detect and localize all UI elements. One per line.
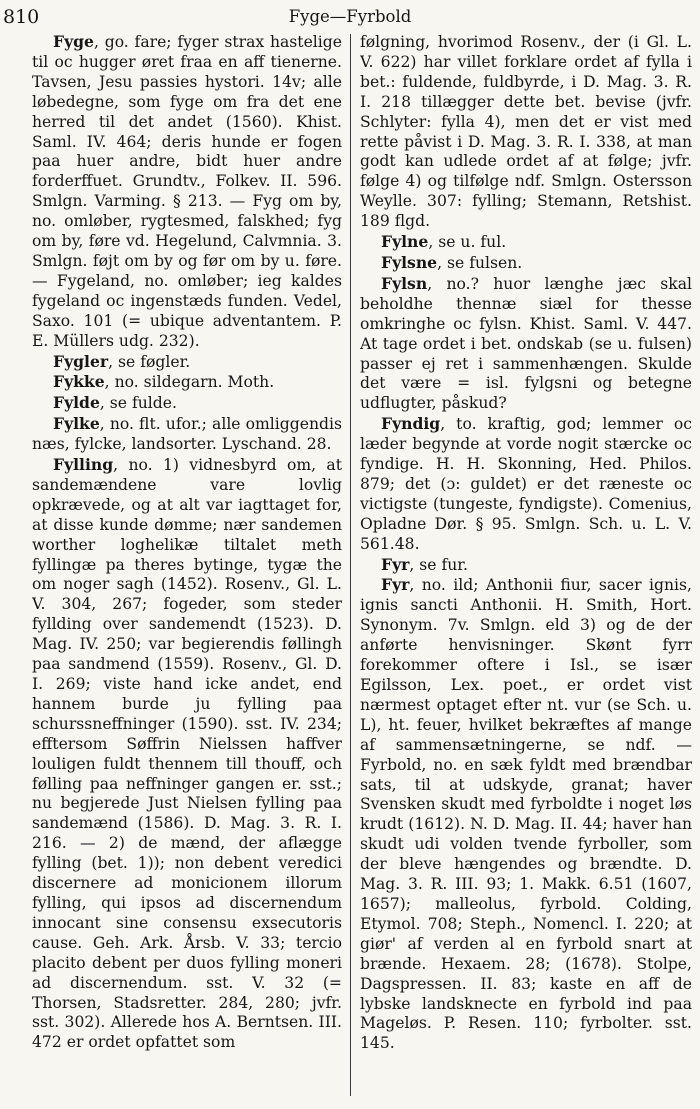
headword: Fylke	[53, 414, 100, 434]
page-number: 810	[3, 6, 40, 28]
entry-text: , no. flt. ufor.; alle omliggendis næs, fylcke, landsorter. Lyschand. 28.	[32, 415, 342, 454]
entry-text: , se fur.	[409, 555, 468, 574]
headword: Fygler	[53, 351, 109, 371]
dictionary-entry	[360, 555, 692, 576]
entry-text: , no. ild; Anthonii fiur, sacer ignis, ignis sancti Anthonii. H. Smith, Hort. Synonym. 7v. Smlgn. eld 3) og de der anførte henvisninger. Skønt fyrr forekommer oftere i Isl., se især Egilsson, Lex. poet., er ordet vist nærmest optaget efter nt. vur (se Sch. u. L), ht. feuer, hvilket bekræftes af mange af sammensætningerne, se ndf. — Fyrbold, no. en sæk fyldt med brændbar sats, til at udskyde, granat; haver Svensken skudt med fyrboldte i noget løs krudt (1612). N. D. Mag. II. 44; haver han skudt udi volden tvende fyrboller, som der bleve hængendes og brændte. D. Mag. 3. R. III. 93; 1. Makk. 6.51 (1607, 1657); malleolus, fyrbold. Colding, Etymol. 708; Steph., Nomencl. I. 220; at giør' af verden al en fyrbold snart at brænde. Hexaem. 28; (1678). Stolpe, Dagspressen. II. 83; kaste en aff de lybske landsknecte en fyrbold ind paa Mageløs. P. Resen. 110; fyrbolter. sst. 145.	[360, 576, 692, 1053]
headword: Fyr	[381, 554, 410, 574]
dictionary-entry	[360, 253, 692, 274]
entry-text: , se fulsen.	[437, 253, 523, 272]
headword: Fyndig	[381, 414, 441, 434]
headword: Fylde	[53, 393, 100, 413]
entry-text: , to. kraftig, god; lemmer oc læder begynde at vorde nogit stærcke oc fyndige. H. H. Skonning, Hed. Philos. 879; det (ɔ: guldet) er det ræneste oc victigste (tungeste, fyndigste). Comenius, Opladne Dør. § 95. Smlgn. Sch. u. L. V. 561.48.	[360, 415, 692, 553]
headword: Fylsn	[381, 273, 428, 293]
running-head: Fyge—Fyrbold	[288, 7, 412, 26]
headword: Fylling	[53, 455, 114, 475]
dictionary-entry	[32, 32, 342, 352]
entry-text: , no.? huor længhe jæc skal beholdhe thennæ siæl for thesse omkringhe oc fylsn. Khist. Saml. V. 447. At tage ordet i bet. ondskab (se u. fulsen) passer ej ret i sammenhængen. Skulde det være = isl. fylgsni og betegne udflugter, påskud?	[360, 274, 692, 413]
right-column	[360, 32, 692, 1054]
dictionary-entry	[32, 414, 342, 455]
entry-text: , se u. ful.	[428, 233, 507, 252]
dictionary-entry-continuation	[360, 32, 692, 232]
page-header	[0, 4, 700, 32]
dictionary-entry	[32, 393, 342, 414]
headword: Fylsne	[381, 252, 438, 272]
dictionary-entry	[32, 372, 342, 393]
dictionary-entry	[360, 414, 692, 554]
headword: Fylne	[381, 232, 429, 252]
entry-text: , se fulde.	[99, 394, 177, 413]
dictionary-entry	[360, 575, 692, 1054]
headword: Fykke	[53, 372, 105, 392]
column-divider	[350, 34, 351, 1096]
entry-text: , go. fare; fyger strax hastelige til oc hugger øret fraa en aff tienerne. Tavsen, Jesu passies hystori. 14v; alle løbedegne, som fyge om fra det ene herred til det andet (1560). Khist. Saml. IV. 464; deris hunde er fogen paa huer andre, bidt huer andre forderffuet. Grundtv., Folkev. II. 596. Smlgn. Varming. § 213. — Fyg om by, no. omløber, rygtesmed, falskhed; fyg om by, føre vd. Hegelund, Calvmnia. 3. Smlgn. føjt om by og før om by u. føre. — Fygeland, no. omløber; ieg kaldes fygeland oc ingenstæds funden. Vedel, Saxo. 101 (= ubique adventantem. P. E. Müllers udg. 232).	[32, 33, 342, 350]
dictionary-entry	[32, 455, 342, 1053]
entry-text: følgning, hvorimod Rosenv., der (i Gl. L. V. 622) har villet forklare ordet af fylla i bet.: fuldende, fuldbyrde, i D. Mag. 3. R. I. 218 tillægger dette bet. bevise (jvfr. Schlyter: fylla 4), men det er vist med rette påvist i D. Mag. 3. R. I. 338, at man godt kan udlede ordet af at følge; jvfr. følge 4) og tilfølge ndf. Smlgn. Ostersson Weylle. 307: fylling; Stemann, Retshist. 189 flgd.	[360, 33, 692, 231]
left-column	[32, 32, 342, 1053]
dictionary-entry	[32, 352, 342, 373]
headword: Fyr	[381, 575, 410, 595]
entry-text: , no. sildegarn. Moth.	[104, 373, 275, 392]
headword: Fyge	[53, 32, 94, 51]
dictionary-entry	[360, 274, 692, 414]
entry-text: , no. 1) vidnesbyrd om, at sandemændene vare lovlig opkrævede, og at alt var iagttaget for, at disse kunde dømme; nær sandemen worther loghelikæ tiltalet meth fyllingæ pa theres bytinge, tygæ the om noger sagh (1452). Rosenv., Gl. L. V. 304, 267; fogeder, som steder fyllding over sandemendt (1523). D. Mag. IV. 250; var begierendis føllingh paa sandmend (1559). Rosenv., Gl. D. I. 269; viste hand icke andet, end hannem burde ju fylling paa schurssneffninger (1590). sst. IV. 234; efftersom Søffrin Nielssen haffver louligen fuldt thennem till thouff, och følling paa neffninger gangen er. sst.; nu begjerede Just Nielsen fylling paa sandemænd (1586). D. Mag. 3. R. I. 216. — 2) de mænd, der aflægge fylling (bet. 1)); non debent veredici discernere ad monicionem illorum fylling, qui ipsos ad discernendum innocant sine consensu exsecutoris cause. Geh. Ark. Årsb. V. 33; tercio placito debent per duos fylling moneri ad discernendum. sst. V. 32 (= Thorsen, Stadsretter. 284, 280; jvfr. sst. 302). Allerede hos A. Berntsen. III. 472 er ordet opfattet som	[32, 456, 342, 1052]
dictionary-entry	[360, 232, 692, 253]
entry-text: , se føgler.	[108, 352, 191, 371]
